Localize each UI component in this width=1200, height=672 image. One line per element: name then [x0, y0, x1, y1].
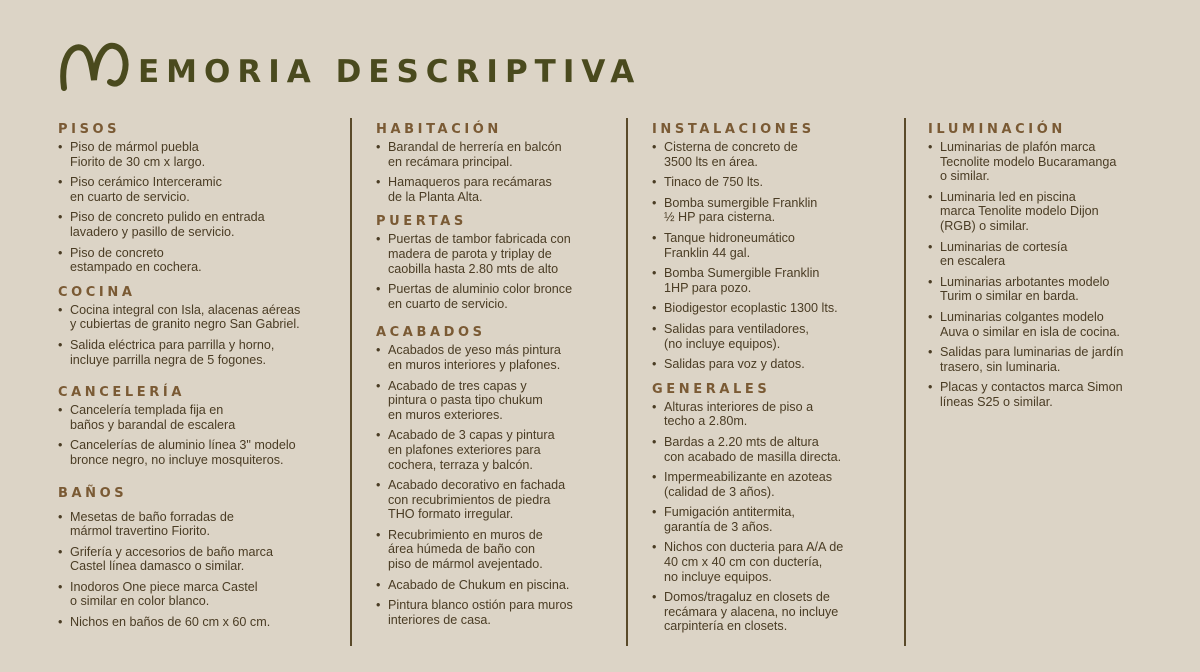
- list-item: • Barandal de herrería en balcón en recámara principal.: [376, 140, 621, 169]
- item-list: [376, 343, 621, 627]
- section-acabados: [376, 325, 621, 627]
- list-item: • Bomba Sumergible Franklin 1HP para pozo.: [652, 266, 900, 295]
- list-item: • Salidas para voz y datos.: [652, 357, 900, 372]
- section-title: ILUMINACIÓN: [928, 122, 1066, 137]
- list-item: • Salidas para luminarias de jardín trasero, sin luminaria.: [928, 345, 1178, 374]
- list-item: • Piso cerámico Interceramic en cuarto de servicio.: [58, 175, 343, 204]
- list-item: • Luminaria led en piscina marca Tenolite modelo Dijon (RGB) o similar.: [928, 190, 1178, 234]
- list-item: • Acabados de yeso más pintura en muros interiores y plafones.: [376, 343, 621, 372]
- list-item: • Impermeabilizante en azoteas (calidad de 3 años).: [652, 470, 900, 499]
- column-2: [376, 122, 621, 637]
- item-list: [58, 403, 343, 467]
- list-item: • Piso de concreto pulido en entrada lavadero y pasillo de servicio.: [58, 210, 343, 239]
- section-title: CANCELERÍA: [58, 385, 185, 401]
- section-title: PISOS: [58, 122, 121, 137]
- section-puertas: [376, 214, 621, 311]
- section-banos: [58, 486, 343, 630]
- list-item: • Salidas para ventiladores, (no incluye equipos).: [652, 322, 900, 351]
- section-title: HABITACIÓN: [376, 122, 502, 137]
- column-divider-2: [626, 118, 628, 646]
- list-item: • Nichos en baños de 60 cm x 60 cm.: [58, 615, 343, 630]
- list-item: • Salida eléctrica para parrilla y horno, incluye parrilla negra de 5 fogones.: [58, 338, 343, 367]
- page-title: [58, 38, 641, 92]
- list-item: • Cancelería templada fija en baños y barandal de escalera: [58, 403, 343, 432]
- item-list: [376, 140, 621, 204]
- list-item: • Mesetas de baño forradas de mármol travertino Fiorito.: [58, 510, 343, 539]
- list-item: • Grifería y accesorios de baño marca Castel línea damasco o similar.: [58, 545, 343, 574]
- list-item: • Luminarias arbotantes modelo Turim o similar en barda.: [928, 275, 1178, 304]
- list-item: • Alturas interiores de piso a techo a 2.80m.: [652, 400, 900, 429]
- title-text: EMORIA DESCRIPTIVA: [138, 54, 642, 90]
- item-list: [652, 400, 900, 634]
- list-item: • Pintura blanco ostión para muros interiores de casa.: [376, 598, 621, 627]
- section-pisos: [58, 122, 343, 275]
- list-item: • Placas y contactos marca Simon líneas S25 o similar.: [928, 380, 1178, 409]
- list-item: • Acabado de 3 capas y pintura en plafones exteriores para cochera, terraza y balcón.: [376, 428, 621, 472]
- section-title: PUERTAS: [376, 214, 467, 230]
- list-item: • Puertas de aluminio color bronce en cuarto de servicio.: [376, 282, 621, 311]
- column-4: [928, 122, 1178, 420]
- section-canceleria: [58, 385, 343, 467]
- list-item: • Piso de concreto estampado en cochera.: [58, 246, 343, 275]
- item-list: [928, 140, 1178, 410]
- section-habitacion: [376, 122, 621, 204]
- section-title: ACABADOS: [376, 325, 486, 341]
- list-item: • Puertas de tambor fabricada con madera de parota y triplay de caobilla hasta 2.80 mts de alto: [376, 232, 621, 276]
- list-item: • Fumigación antitermita, garantía de 3 años.: [652, 505, 900, 534]
- list-item: • Tanque hidroneumático Franklin 44 gal.: [652, 231, 900, 260]
- list-item: • Cisterna de concreto de 3500 lts en área.: [652, 140, 900, 169]
- list-item: • Luminarias de plafón marca Tecnolite modelo Bucaramanga o similar.: [928, 140, 1178, 184]
- list-item: • Bardas a 2.20 mts de altura con acabado de masilla directa.: [652, 435, 900, 464]
- column-1: [58, 122, 343, 640]
- section-title: GENERALES: [652, 381, 771, 397]
- list-item: • Domos/tragaluz en closets de recámara y alacena, no incluye carpintería en closets.: [652, 590, 900, 634]
- list-item: • Hamaqueros para recámaras de la Planta Alta.: [376, 175, 621, 204]
- section-title: COCINA: [58, 284, 136, 300]
- decorative-m-initial: [58, 38, 136, 92]
- list-item: • Bomba sumergible Franklin ½ HP para cisterna.: [652, 196, 900, 225]
- list-item: • Acabado decorativo en fachada con recubrimientos de piedra THO formato irregular.: [376, 478, 621, 522]
- item-list: [376, 232, 621, 311]
- list-item: • Nichos con ducteria para A/A de 40 cm x 40 cm con ductería, no incluye equipos.: [652, 540, 900, 584]
- section-generales: [652, 382, 900, 634]
- list-item: • Recubrimiento en muros de área húmeda de baño con piso de mármol avejentado.: [376, 528, 621, 572]
- list-item: • Tinaco de 750 lts.: [652, 175, 900, 190]
- section-title: INSTALACIONES: [652, 122, 815, 137]
- section-instalaciones: [652, 122, 900, 372]
- section-iluminacion: [928, 122, 1178, 410]
- item-list: [58, 303, 343, 367]
- list-item: • Luminarias colgantes modelo Auva o similar en isla de cocina.: [928, 310, 1178, 339]
- list-item: • Cancelerías de aluminio línea 3" modelo bronce negro, no incluye mosquiteros.: [58, 438, 343, 467]
- item-list: [652, 140, 900, 372]
- column-divider-3: [904, 118, 906, 646]
- list-item: • Acabado de Chukum en piscina.: [376, 578, 621, 593]
- section-title: BAÑOS: [58, 485, 128, 501]
- list-item: • Piso de mármol puebla Fiorito de 30 cm x largo.: [58, 140, 343, 169]
- item-list: [58, 510, 343, 630]
- column-divider-1: [350, 118, 352, 646]
- list-item: • Biodigestor ecoplastic 1300 lts.: [652, 301, 900, 316]
- list-item: • Cocina integral con Isla, alacenas aéreas y cubiertas de granito negro San Gabriel.: [58, 303, 343, 332]
- list-item: • Inodoros One piece marca Castel o similar en color blanco.: [58, 580, 343, 609]
- item-list: [58, 140, 343, 275]
- list-item: • Acabado de tres capas y pintura o pasta tipo chukum en muros exteriores.: [376, 379, 621, 423]
- section-cocina: [58, 285, 343, 367]
- column-3: [652, 122, 900, 644]
- list-item: • Luminarias de cortesía en escalera: [928, 240, 1178, 269]
